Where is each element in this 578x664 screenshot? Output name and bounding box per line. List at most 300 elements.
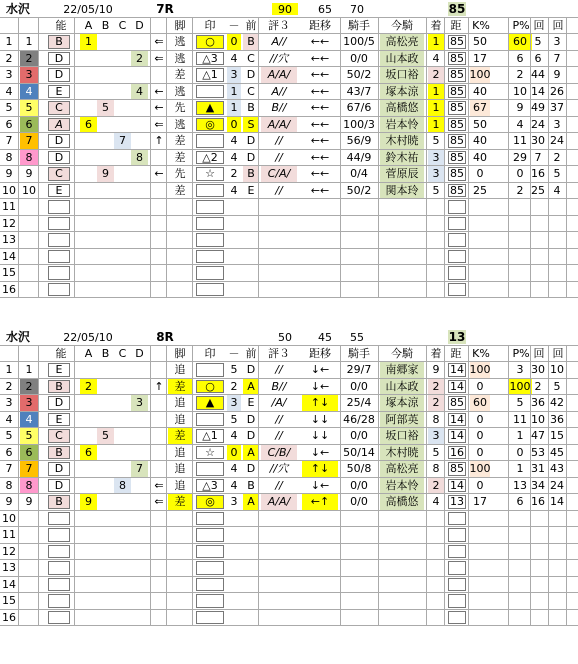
rank-a: 6 (80, 117, 97, 133)
k-percent: 0 (476, 478, 484, 492)
runs-2: 5 (553, 379, 561, 393)
p-percent: 3 (516, 363, 524, 377)
gate-number: 9 (20, 166, 38, 182)
row-number: 9 (5, 495, 13, 509)
grid-line (340, 345, 341, 625)
rank-c (114, 395, 131, 411)
runs-2: 14 (550, 495, 564, 509)
k-percent: 50 (473, 117, 487, 131)
p-percent: 0 (516, 167, 524, 181)
grid-line (566, 17, 567, 297)
col-header-d: D (135, 347, 144, 360)
empty-ability-box (48, 266, 70, 280)
col-header-z: － (228, 347, 240, 360)
zero-column: 0 (227, 445, 241, 461)
last-place: 2 (428, 478, 444, 494)
runs-1: 30 (531, 134, 545, 148)
rank-d (131, 34, 148, 50)
col-header-pos: 前 (245, 19, 257, 32)
rank-a: 2 (80, 379, 97, 395)
empty-mark-box (196, 561, 224, 575)
distance: 14 (450, 379, 464, 393)
prediction-mark (196, 134, 224, 148)
grid-line (0, 264, 578, 265)
move-arrow (152, 362, 166, 378)
row-number: 10 (2, 183, 16, 197)
gate-number: 4 (20, 84, 38, 100)
distance: 85 (450, 35, 464, 49)
distance: 85 (450, 84, 464, 98)
p-percent: 6 (516, 495, 524, 509)
k-percent: 100 (470, 363, 490, 377)
empty-distance-box (448, 545, 466, 559)
rank-c (114, 34, 131, 50)
gate-number: 2 (20, 379, 38, 395)
grid-line (0, 198, 578, 199)
col-header-r2: 回 (552, 19, 564, 32)
empty-mark-box (196, 283, 224, 297)
prediction-mark: ▲ (196, 396, 224, 410)
col-header-eval: 評３ (268, 347, 290, 360)
distance: 85 (450, 167, 464, 181)
empty-mark-box (196, 266, 224, 280)
zero-column: 4 (230, 462, 238, 476)
zero-column: 2 (230, 167, 238, 181)
last-place: 4 (432, 51, 440, 65)
ability-rank: A (48, 118, 70, 132)
runs-1: 5 (534, 35, 542, 49)
grid-line (426, 345, 427, 625)
race-date: 22/05/10 (63, 3, 113, 15)
run-style: 追 (174, 462, 186, 476)
grid-line (468, 345, 469, 625)
prediction-mark: ○ (196, 35, 224, 49)
grid-line (508, 17, 509, 297)
prev-position: B (247, 101, 255, 115)
evaluation: B// (271, 379, 287, 393)
rank-a (80, 133, 97, 149)
last-place: 2 (428, 67, 444, 83)
last-place: 8 (432, 462, 440, 476)
k-percent: 17 (473, 51, 487, 65)
empty-distance-box (448, 578, 466, 592)
distance: 85 (450, 51, 464, 65)
distance-move: ↓← (310, 363, 330, 377)
gate-number: 6 (20, 117, 38, 133)
last-place: 2 (428, 395, 444, 411)
run-style: 先 (174, 167, 186, 181)
rank-a: 9 (80, 494, 97, 510)
jockey-name: 山本政 (380, 51, 424, 67)
prev-position: D (246, 429, 256, 443)
gate-number: 9 (20, 494, 38, 510)
rank-a (80, 67, 97, 83)
rank-b (97, 67, 114, 83)
rank-d (131, 183, 148, 199)
k-percent: 50 (473, 35, 487, 49)
col-header-move: 距移 (309, 19, 331, 32)
row-number: 14 (2, 249, 16, 263)
runs-2: 4 (553, 183, 561, 197)
grid-line (18, 345, 19, 625)
p-percent: 0 (516, 445, 524, 459)
jockey-record: 0/0 (350, 51, 368, 65)
zero-column: 5 (230, 412, 238, 426)
jockey-record: 0/0 (350, 429, 368, 443)
row-number: 11 (2, 528, 16, 542)
move-arrow (152, 183, 166, 199)
jockey-name: 高橋悠 (380, 494, 424, 510)
ability-rank: B (48, 446, 70, 460)
zero-column: 4 (230, 478, 238, 492)
rank-c (114, 445, 131, 461)
rank-d: 8 (131, 150, 148, 166)
prediction-mark: △1 (196, 68, 224, 82)
runs-1: 30 (531, 363, 545, 377)
runs-1: 16 (531, 495, 545, 509)
runs-1: 24 (531, 117, 545, 131)
empty-ability-box (48, 611, 70, 625)
rank-b (97, 183, 114, 199)
move-arrow: ⇐ (154, 117, 164, 131)
k-percent: 25 (473, 183, 487, 197)
empty-distance-box (448, 594, 466, 608)
grid-line (0, 281, 578, 282)
distance: 85 (450, 183, 464, 197)
row-number: 2 (5, 379, 13, 393)
row-number: 4 (5, 412, 13, 426)
empty-ability-box (48, 250, 70, 264)
jockey-name: 岩本怜 (380, 117, 424, 133)
prev-position: S (243, 117, 259, 133)
gate-number: 5 (20, 428, 38, 444)
move-arrow (152, 67, 166, 83)
rank-a (80, 84, 97, 100)
prediction-mark: ☆ (196, 167, 224, 181)
last-place: 1 (428, 84, 444, 100)
zero-column: 3 (230, 495, 238, 509)
col-header-a: A (84, 19, 93, 32)
empty-ability-box (48, 594, 70, 608)
evaluation: // (275, 363, 283, 377)
distance: 85 (450, 117, 464, 131)
gate-number: 6 (20, 445, 38, 461)
run-style: 追 (174, 478, 186, 492)
col-header-jockey: 今騎 (391, 347, 413, 360)
col-header-r1: 回 (533, 19, 545, 32)
evaluation: A/A/ (261, 494, 297, 510)
jockey-record: 46/28 (343, 412, 375, 426)
runs-2: 36 (550, 412, 564, 426)
col-header-p: P% (512, 347, 530, 360)
rank-c (114, 100, 131, 116)
col-header-place: 着 (430, 347, 442, 360)
col-header-b: B (101, 347, 110, 360)
row-number: 3 (5, 68, 13, 82)
runs-1: 44 (531, 68, 545, 82)
prev-position: B (247, 478, 255, 492)
run-style: 差 (168, 494, 192, 510)
prediction-mark (196, 363, 224, 377)
empty-mark-box (196, 233, 224, 247)
evaluation: A// (271, 35, 287, 49)
empty-distance-box (448, 217, 466, 231)
jockey-name: 高橋悠 (380, 100, 424, 116)
move-arrow: ← (154, 167, 164, 181)
rank-d (131, 133, 148, 149)
grid-line (150, 17, 151, 297)
grid-line (530, 17, 531, 297)
venue-label: 水沢 (5, 2, 30, 16)
venue-label: 水沢 (5, 330, 30, 344)
rank-d: 3 (131, 395, 148, 411)
run-style: 追 (174, 396, 186, 410)
grid-line (150, 345, 151, 625)
jockey-name: 鈴木祐 (380, 150, 424, 166)
p-percent: 2 (516, 183, 524, 197)
empty-ability-box (48, 233, 70, 247)
move-arrow: ↑ (154, 379, 164, 393)
grid-line (0, 526, 578, 527)
row-number: 8 (5, 150, 13, 164)
k-percent: 60 (470, 395, 490, 411)
row-number: 6 (5, 445, 13, 459)
jockey-record: 50/8 (346, 462, 372, 476)
grid-line (0, 215, 578, 216)
gate-number: 3 (20, 395, 38, 411)
jockey-name: 塚本涼 (380, 84, 424, 100)
empty-distance-box (448, 528, 466, 542)
rank-c: 7 (114, 133, 131, 149)
prediction-mark (196, 85, 224, 99)
jockey-name: 坂口裕 (380, 67, 424, 83)
ability-rank: B (48, 35, 70, 49)
runs-1: 6 (534, 51, 542, 65)
row-number: 4 (5, 84, 13, 98)
empty-mark-box (196, 594, 224, 608)
run-style: 差 (174, 134, 186, 148)
row-number: 5 (5, 429, 13, 443)
k-percent: 0 (476, 167, 484, 181)
rank-c (114, 412, 131, 428)
rank-a: 6 (80, 445, 97, 461)
rank-a (80, 166, 97, 182)
grid-line (468, 17, 469, 297)
prev-position: D (246, 462, 256, 476)
prev-position: D (246, 363, 256, 377)
empty-ability-box (48, 545, 70, 559)
k-percent: 0 (476, 412, 484, 426)
gate-number: 10 (22, 183, 36, 197)
grid-line (0, 609, 578, 610)
grid-line (38, 17, 39, 297)
runs-2: 15 (550, 429, 564, 443)
distance: 13 (450, 495, 464, 509)
jockey-record: 44/9 (346, 150, 372, 164)
empty-distance-box (448, 561, 466, 575)
rank-a (80, 395, 97, 411)
ability-rank: B (48, 495, 70, 509)
rank-a (80, 412, 97, 428)
col-header-z: － (228, 19, 240, 32)
jockey-record: 25/4 (346, 396, 372, 410)
distance-move: ←← (310, 51, 330, 65)
distance: 16 (450, 445, 464, 459)
empty-distance-box (448, 250, 466, 264)
rank-b (97, 362, 114, 378)
k-percent: 40 (473, 84, 487, 98)
jockey-record: 100/3 (343, 117, 375, 131)
empty-distance-box (448, 200, 466, 214)
col-header-r2: 回 (552, 347, 564, 360)
jockey-record: 100/5 (343, 35, 375, 49)
runs-1: 31 (531, 462, 545, 476)
grid-line (444, 17, 445, 297)
jockey-name: 関本玲 (380, 183, 424, 199)
move-arrow: ↑ (154, 134, 164, 148)
rank-c: 8 (114, 478, 131, 494)
distance-move: ←↑ (302, 494, 338, 510)
col-header-jrec: 騎手 (348, 347, 370, 360)
prev-position: A (243, 379, 259, 395)
zero-column: 1 (227, 100, 241, 116)
k-percent: 40 (473, 134, 487, 148)
prev-position: D (246, 150, 256, 164)
grid-line (0, 559, 578, 560)
runs-1: 34 (531, 478, 545, 492)
row-number: 9 (5, 167, 13, 181)
runs-2: 24 (550, 134, 564, 148)
run-style: 逃 (168, 34, 192, 50)
jockey-name: 阿部英 (380, 412, 424, 428)
rank-d (131, 428, 148, 444)
last-place: 5 (432, 183, 440, 197)
jockey-name: 菅原辰 (380, 166, 424, 182)
row-number: 16 (2, 282, 16, 296)
prediction-mark: ☆ (196, 446, 224, 460)
move-arrow: ⇐ (154, 478, 164, 492)
p-percent: 5 (516, 396, 524, 410)
top-distance: 13 (448, 330, 466, 344)
runs-1: 36 (531, 396, 545, 410)
ability-rank: D (48, 52, 70, 66)
rank-d (131, 67, 148, 83)
empty-distance-box (448, 233, 466, 247)
jockey-name: 塚本涼 (380, 395, 424, 411)
rank-b (97, 84, 114, 100)
ability-rank: B (48, 380, 70, 394)
rank-a (80, 183, 97, 199)
ability-rank: C (48, 101, 70, 115)
row-number: 12 (2, 216, 16, 230)
col-header-ability: 能 (55, 347, 67, 360)
evaluation: // (275, 183, 283, 197)
prediction-mark: ◎ (196, 495, 224, 509)
grid-line (0, 510, 578, 511)
rank-d (131, 100, 148, 116)
jockey-name: 木村暁 (380, 445, 424, 461)
empty-distance-box (448, 611, 466, 625)
empty-ability-box (48, 283, 70, 297)
prev-position: B (243, 166, 259, 182)
prev-position: A (243, 445, 259, 461)
k-percent: 40 (473, 150, 487, 164)
zero-column: 4 (230, 134, 238, 148)
grid-line (166, 17, 167, 297)
distance-move: ←← (310, 84, 330, 98)
distance: 85 (450, 396, 464, 410)
row-number: 14 (2, 577, 16, 591)
evaluation: C/A/ (261, 166, 297, 182)
jockey-record: 50/2 (346, 68, 372, 82)
distance-move: ←← (310, 101, 330, 115)
evaluation: //穴 (269, 462, 289, 476)
grid-line (340, 17, 341, 297)
gate-number: 7 (20, 461, 38, 477)
jockey-record: 50/14 (343, 445, 375, 459)
runs-2: 42 (550, 396, 564, 410)
runs-1: 16 (531, 167, 545, 181)
evaluation: /A/ (271, 396, 287, 410)
prev-position: C (247, 51, 255, 65)
runs-1: 10 (531, 412, 545, 426)
k-percent: 0 (476, 379, 484, 393)
grid-line (378, 345, 379, 625)
grid-line (258, 345, 259, 625)
last-place: 2 (428, 379, 444, 395)
evaluation: // (275, 150, 283, 164)
prediction-mark (196, 184, 224, 198)
run-style: 差 (174, 183, 186, 197)
rank-d (131, 379, 148, 395)
zero-column: 4 (230, 429, 238, 443)
p-percent: 29 (513, 150, 527, 164)
empty-ability-box (48, 200, 70, 214)
distance-move: ←← (310, 68, 330, 82)
grid-line (0, 248, 578, 249)
grid-line (0, 625, 578, 626)
col-header-dist: 距 (450, 19, 462, 32)
grid-line (258, 17, 259, 297)
runs-1: 7 (534, 150, 542, 164)
last-place: 5 (432, 134, 440, 148)
gate-number: 1 (20, 362, 38, 378)
grid-line (0, 592, 578, 593)
distance: 14 (450, 478, 464, 492)
empty-distance-box (448, 283, 466, 297)
col-header-a: A (84, 347, 93, 360)
ability-rank: D (48, 68, 70, 82)
rank-a (80, 51, 97, 67)
distance: 85 (450, 68, 464, 82)
row-number: 1 (5, 35, 13, 49)
last-place: 1 (428, 117, 444, 133)
k-percent: 100 (470, 462, 490, 476)
zero-column: 4 (230, 51, 238, 65)
rank-b (97, 412, 114, 428)
runs-1: 49 (531, 101, 545, 115)
rank-d (131, 117, 148, 133)
row-number: 3 (5, 396, 13, 410)
col-header-d: D (135, 19, 144, 32)
grid-line (0, 297, 578, 298)
distance: 85 (450, 150, 464, 164)
runs-2: 9 (553, 68, 561, 82)
row-number: 13 (2, 561, 16, 575)
grid-line (0, 543, 578, 544)
prediction-mark: △3 (196, 479, 224, 493)
ability-rank: D (48, 479, 70, 493)
